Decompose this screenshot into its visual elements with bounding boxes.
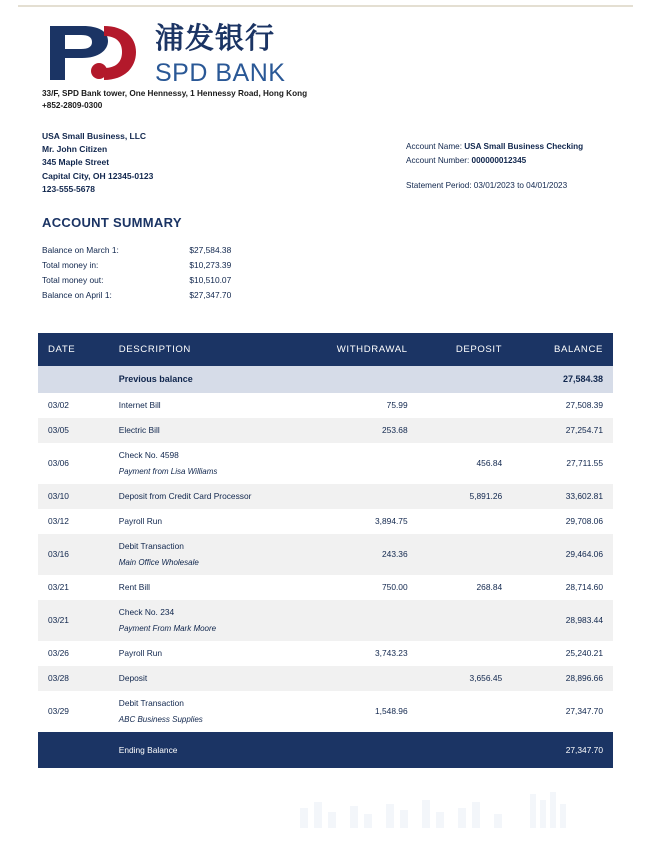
cell-deposit: [418, 600, 513, 641]
cell-deposit: [418, 393, 513, 418]
cell-date: 03/21: [48, 582, 69, 592]
cell-description-main: Internet Bill: [118, 400, 161, 410]
previous-balance-withdrawal: [307, 366, 418, 393]
table-header-row: [38, 333, 613, 366]
cell-description-main: Payroll Run: [118, 648, 163, 658]
cell-withdrawal: 75.99: [386, 400, 408, 410]
cell-withdrawal: 3,743.23: [375, 648, 408, 658]
cell-withdrawal: 253.68: [307, 418, 418, 443]
cell-balance: 28,896.66: [512, 666, 613, 691]
cell-description-sub: Main Office Wholesale: [118, 558, 199, 567]
cell-description-main: Payroll Run: [118, 516, 163, 526]
cell-balance: 27,254.71: [512, 418, 613, 443]
cell-description-main: Deposit: [118, 673, 148, 683]
cell-withdrawal: [307, 443, 418, 484]
cell-date: 03/29: [48, 706, 69, 716]
account-summary-list: [42, 243, 231, 303]
cell-description-main: Debit Transaction: [118, 698, 184, 708]
page-watermark-icon: [290, 790, 590, 830]
previous-balance-date: [38, 366, 109, 393]
cell-withdrawal: 1,548.96: [375, 706, 408, 716]
cell-description: [109, 666, 307, 691]
cell-withdrawal: [307, 666, 418, 691]
ending-balance-withdrawal: [307, 732, 418, 768]
table-row: [38, 534, 613, 575]
summary-label: Balance on March 1:: [42, 245, 119, 255]
table-row: [38, 641, 613, 666]
customer-address-block: [42, 130, 153, 196]
bank-name-block: [155, 20, 285, 88]
cell-description: [109, 443, 307, 484]
summary-value: $10,273.39: [189, 260, 232, 270]
account-number-value: 000000012345: [471, 156, 527, 165]
table-row: [38, 418, 613, 443]
cell-balance: 29,708.06: [565, 516, 603, 526]
cell-deposit: 5,891.26: [418, 484, 513, 509]
bank-address-block: [42, 88, 307, 112]
customer-company: USA Small Business, LLC: [42, 131, 147, 141]
summary-value: $27,584.38: [189, 245, 232, 255]
ending-balance-date: [38, 732, 109, 768]
account-name-row: [406, 140, 583, 154]
summary-row: [42, 258, 231, 273]
table-row: [38, 600, 613, 641]
cell-balance: 28,983.44: [512, 600, 613, 641]
cell-date: 03/26: [48, 648, 69, 658]
transactions-table: [38, 333, 613, 768]
table-row: [38, 393, 613, 418]
cell-date: 03/02: [48, 400, 69, 410]
cell-balance: 33,602.81: [512, 484, 613, 509]
cell-description: [109, 484, 307, 509]
column-header-description: DESCRIPTION: [109, 333, 307, 366]
previous-balance-row: [38, 366, 613, 393]
cell-deposit: 456.84: [476, 458, 503, 468]
summary-value: $27,347.70: [189, 290, 232, 300]
summary-value: $10,510.07: [189, 275, 232, 285]
bank-phone: +852-2809-0300: [42, 101, 103, 110]
previous-balance-deposit: [418, 366, 513, 393]
cell-description-main: Check No. 4598: [118, 450, 179, 460]
account-name-value: USA Small Business Checking: [464, 142, 584, 151]
cell-withdrawal: [307, 600, 418, 641]
table-row: [38, 666, 613, 691]
cell-description: [109, 691, 307, 732]
cell-description: [109, 600, 307, 641]
bank-address: 33/F, SPD Bank tower, One Hennessy, 1 Hennessy Road, Hong Kong: [42, 89, 308, 98]
transactions-table-body: [38, 366, 613, 768]
table-row: [38, 691, 613, 732]
cell-deposit: [418, 691, 513, 732]
cell-description-main: Check No. 234: [118, 607, 175, 617]
cell-withdrawal: 3,894.75: [375, 516, 408, 526]
cell-description-sub: ABC Business Supplies: [118, 715, 203, 724]
cell-withdrawal: [307, 484, 418, 509]
ending-balance-deposit: [418, 732, 513, 768]
cell-description: [109, 418, 307, 443]
cell-date: 03/16: [38, 534, 109, 575]
cell-date: 03/06: [48, 458, 69, 468]
table-row: [38, 443, 613, 484]
cell-date: 03/21: [38, 600, 109, 641]
page-top-rule: [18, 5, 633, 7]
cell-date: 03/28: [38, 666, 109, 691]
summary-row: [42, 288, 231, 303]
cell-balance: 29,464.06: [512, 534, 613, 575]
bank-name-en: SPD BANK: [155, 59, 286, 87]
summary-label: Balance on April 1:: [42, 290, 112, 300]
cell-description-main: Debit Transaction: [118, 541, 184, 551]
customer-phone: 123-555-5678: [42, 183, 95, 194]
table-row: [38, 575, 613, 600]
cell-withdrawal: 750.00: [382, 582, 408, 592]
statement-header: [42, 20, 609, 110]
cell-deposit: [418, 534, 513, 575]
table-row: [38, 509, 613, 534]
previous-balance-amount: 27,584.38: [512, 366, 613, 393]
cell-description-main: Electric Bill: [118, 425, 160, 435]
summary-row: [42, 273, 231, 288]
column-header-date: DATE: [38, 333, 109, 366]
summary-row: [42, 243, 231, 258]
cell-deposit: [418, 418, 513, 443]
ending-balance-row: [38, 732, 613, 768]
cell-date: 03/12: [48, 516, 69, 526]
cell-deposit: 3,656.45: [418, 666, 513, 691]
cell-description: [109, 575, 307, 600]
transactions-table-head: [38, 333, 613, 366]
cell-description-main: Deposit from Credit Card Processor: [118, 491, 252, 501]
column-header-deposit: DEPOSIT: [418, 333, 513, 366]
account-info-block: [406, 140, 583, 168]
customer-city-state-zip: Capital City, OH 12345-0123: [42, 170, 154, 181]
cell-date: 03/10: [38, 484, 109, 509]
cell-balance: 28,714.60: [565, 582, 603, 592]
column-header-withdrawal: WITHDRAWAL: [307, 333, 418, 366]
cell-balance: 27,347.70: [565, 706, 603, 716]
cell-deposit: [418, 641, 513, 666]
summary-label: Total money out:: [42, 275, 104, 285]
account-name-label: Account Name:: [406, 142, 462, 151]
account-number-row: [406, 154, 583, 168]
cell-deposit: 268.84: [476, 582, 503, 592]
cell-description-main: Rent Bill: [118, 582, 150, 592]
cell-description: [109, 509, 307, 534]
cell-description-sub: Payment from Lisa Williams: [118, 467, 218, 476]
cell-deposit: [418, 509, 513, 534]
customer-street: 345 Maple Street: [42, 157, 110, 168]
cell-description: [109, 393, 307, 418]
customer-name: Mr. John Citizen: [42, 144, 108, 155]
cell-balance: 27,508.39: [565, 400, 603, 410]
cell-date: 03/05: [38, 418, 109, 443]
bank-name-cn: 浦发银行: [155, 21, 276, 55]
spd-bank-logo-icon: [42, 22, 142, 84]
cell-description: [109, 534, 307, 575]
ending-balance-amount: 27,347.70: [512, 732, 613, 768]
cell-description-sub: Payment From Mark Moore: [118, 624, 217, 633]
account-summary-title: ACCOUNT SUMMARY: [42, 215, 182, 230]
cell-description: [109, 641, 307, 666]
ending-balance-label: Ending Balance: [109, 732, 307, 768]
cell-balance: 25,240.21: [565, 648, 603, 658]
cell-withdrawal: 243.36: [307, 534, 418, 575]
statement-period: Statement Period: 03/01/2023 to 04/01/2023: [406, 181, 568, 190]
account-number-label: Account Number:: [406, 156, 470, 165]
column-header-balance: BALANCE: [512, 333, 613, 366]
previous-balance-label: Previous balance: [109, 366, 307, 393]
summary-label: Total money in:: [42, 260, 99, 270]
table-row: [38, 484, 613, 509]
cell-balance: 27,711.55: [566, 458, 603, 468]
